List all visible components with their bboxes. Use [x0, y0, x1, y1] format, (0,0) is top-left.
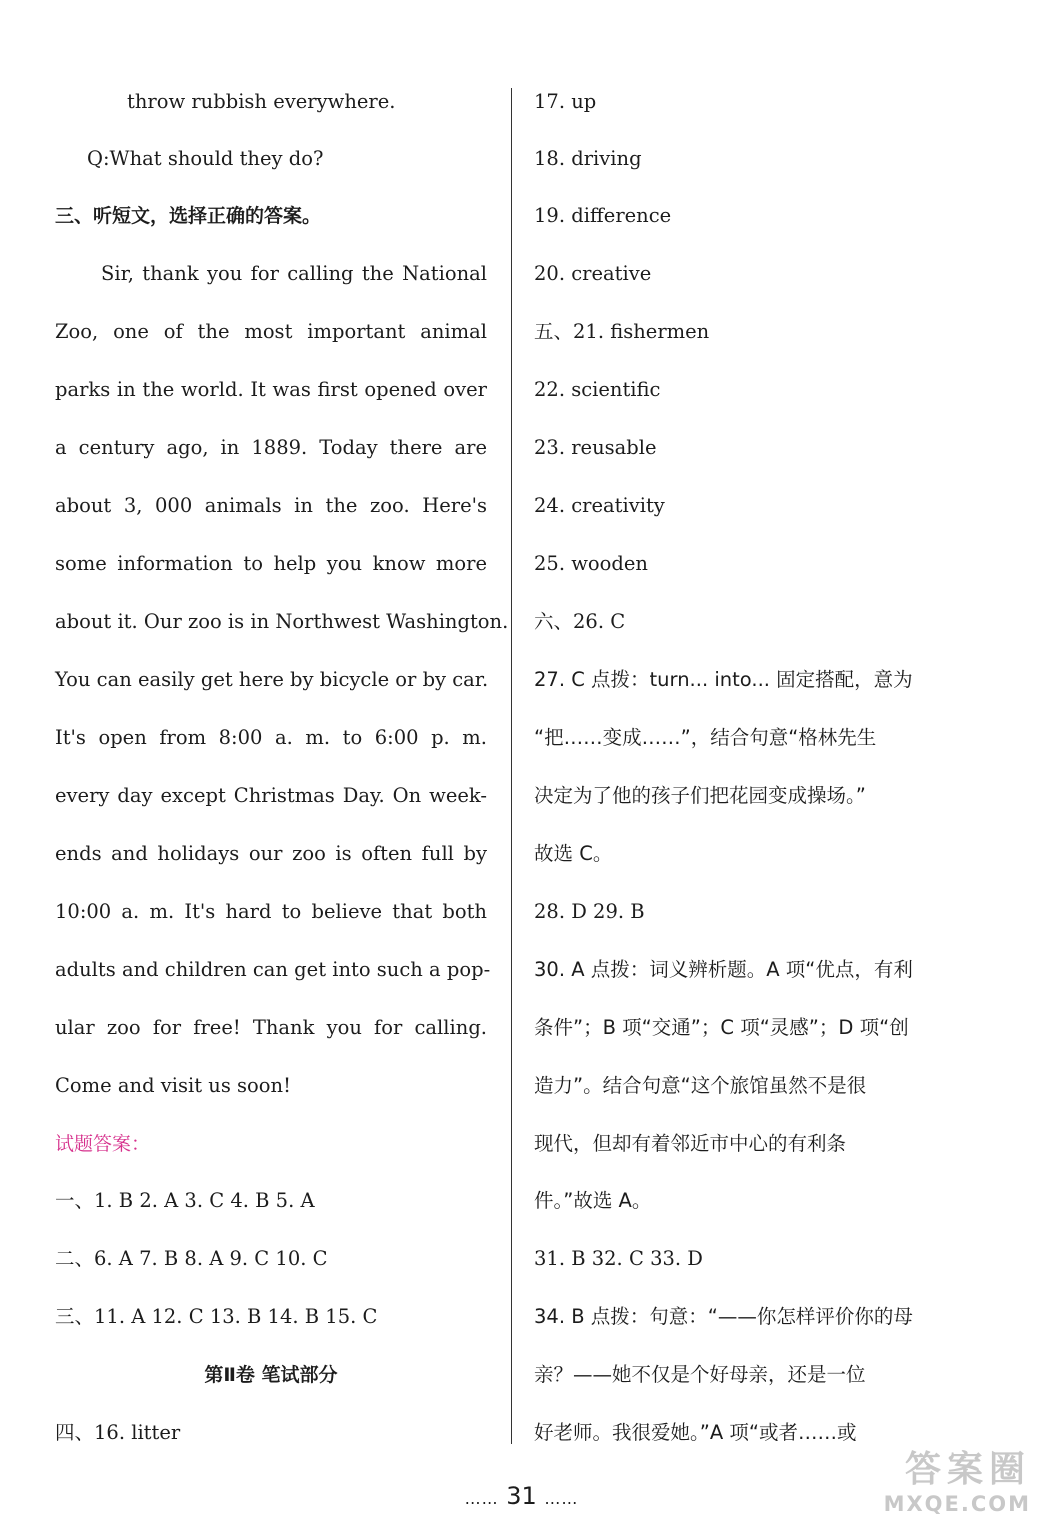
explanation-line: 决定为了他的孩子们把花园变成操场。” — [534, 784, 866, 807]
text-line: about it. Our zoo is in Northwest Washington. — [55, 610, 509, 633]
watermark-logo — [835, 1448, 1031, 1524]
text-line: a century ago, in 1889. Today there are — [55, 436, 487, 459]
text-line: You can easily get here by bicycle or by car. — [55, 668, 489, 691]
answer-line: 28. D 29. B — [534, 900, 645, 923]
text-line: every day except Christmas Day. On week- — [55, 784, 487, 807]
text-line: It's open from 8:00 a. m. to 6:00 p. m. — [55, 726, 487, 749]
answer-key-label: 试题答案： — [55, 1133, 151, 1155]
page-number: 31 — [506, 1482, 537, 1510]
explanation-line: 故选 C。 — [534, 842, 613, 865]
text-line: Come and visit us soon! — [55, 1074, 291, 1097]
text-line: Q:What should they do? — [87, 147, 324, 170]
answer-line: 一、1. B 2. A 3. C 4. B 5. A — [55, 1189, 315, 1212]
text-line: adults and children can get into such a pop- — [55, 958, 491, 981]
answer-line: 三、11. A 12. C 13. B 14. B 15. C — [55, 1305, 378, 1328]
explanation-line: 34. B 点拨：句意：“——你怎样评价你的母 — [534, 1305, 913, 1328]
text-line: some information to help you know more — [55, 552, 487, 575]
answer-line: 17. up — [534, 90, 597, 113]
explanation-line: 件。”故选 A。 — [534, 1189, 652, 1212]
text-line: 10:00 a. m. It's hard to believe that both — [55, 900, 487, 923]
text-line: throw rubbish everywhere. — [127, 90, 396, 113]
answer-line: 20. creative — [534, 262, 652, 285]
text-line: Sir, thank you for calling the National — [101, 262, 487, 285]
explanation-line: 27. C 点拨：turn... into... 固定搭配，意为 — [534, 668, 913, 691]
explanation-line: 好老师。我很爱她。”A 项“或者……或 — [534, 1421, 857, 1444]
explanation-line: 30. A 点拨：词义辨析题。A 项“优点，有利 — [534, 958, 913, 981]
answer-line: 19. difference — [534, 204, 672, 227]
text-line: about 3, 000 animals in the zoo. Here's — [55, 494, 487, 517]
text-line: parks in the world. It was first opened over — [55, 378, 487, 401]
answer-line: 四、16. litter — [55, 1421, 181, 1444]
text-line: Zoo, one of the most important animal — [55, 320, 487, 343]
explanation-line: 亲？——她不仅是个好母亲，还是一位 — [534, 1363, 866, 1386]
watermark-text: 答案圈 — [904, 1449, 1031, 1490]
text-line: ends and holidays our zoo is often full by — [55, 842, 487, 865]
answer-line: 25. wooden — [534, 552, 648, 575]
answer-line: 23. reusable — [534, 436, 657, 459]
answer-line: 18. driving — [534, 147, 642, 170]
footer-dots: …… — [544, 1489, 579, 1508]
text-line: ular zoo for free! Thank you for calling. — [55, 1016, 487, 1039]
answer-line: 24. creativity — [534, 494, 665, 517]
part-heading: 第Ⅱ卷 笔试部分 — [204, 1364, 338, 1386]
footer-dots: …… — [464, 1489, 499, 1508]
column-divider — [511, 88, 512, 1444]
answer-line: 六、26. C — [534, 610, 626, 633]
answer-line: 22. scientific — [534, 378, 661, 401]
answer-line: 二、6. A 7. B 8. A 9. C 10. C — [55, 1247, 328, 1270]
answer-line: 31. B 32. C 33. D — [534, 1247, 703, 1270]
explanation-line: 条件”；B 项“交通”；C 项“灵感”；D 项“创 — [534, 1016, 909, 1039]
explanation-line: 造力”。结合句意“这个旅馆虽然不是很 — [534, 1074, 867, 1097]
explanation-line: 现代，但却有着邻近市中心的有利条 — [534, 1132, 847, 1155]
answer-line: 五、21. fishermen — [534, 320, 710, 343]
explanation-line: “把……变成……”，结合句意“格林先生 — [534, 726, 877, 749]
watermark-url: MXQE.COM — [883, 1492, 1031, 1516]
section-heading: 三、听短文，选择正确的答案。 — [55, 205, 322, 227]
